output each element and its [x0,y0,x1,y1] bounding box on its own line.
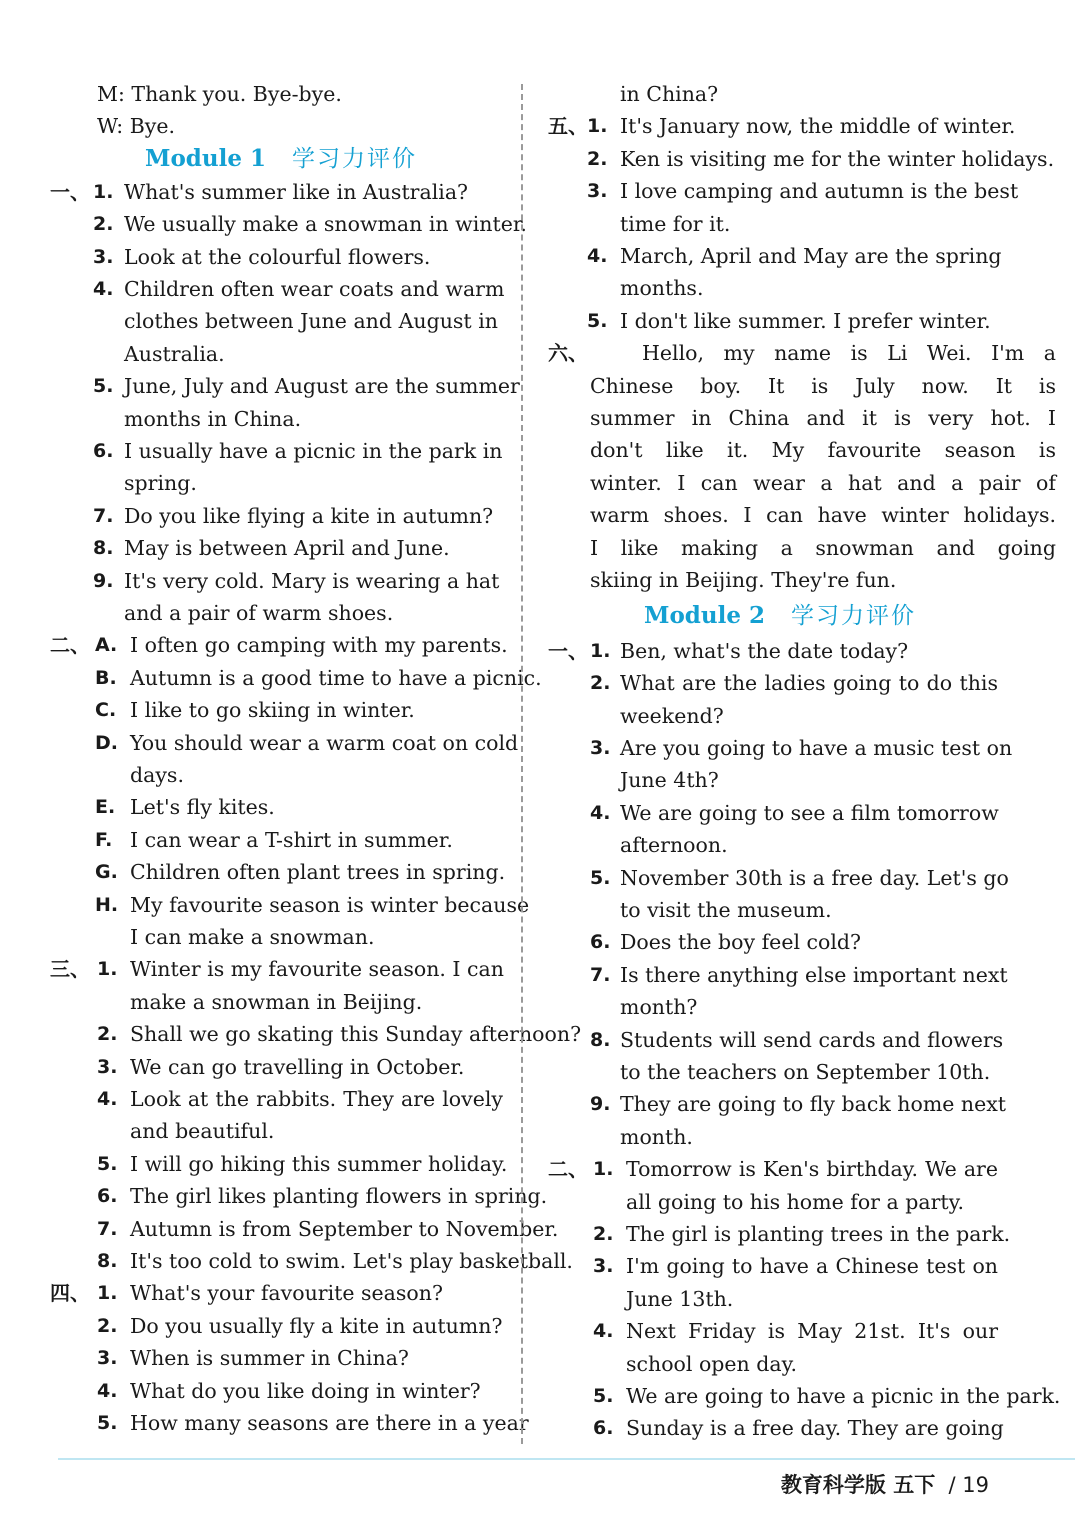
item-number: 5. [97,1411,118,1434]
footer-rule [58,1458,1075,1460]
item-number: 3. [93,245,114,268]
item-line: What are the ladies going to do this [620,671,998,696]
item-line: all going to his home for a party. [626,1189,964,1214]
item-line: spring. [124,471,197,496]
grade-label: 五下 [893,1473,936,1497]
module-2-heading [644,599,916,633]
item-line: I like to go skiing in winter. [130,698,415,723]
item-line: afternoon. [620,833,728,858]
item-number: 4. [97,1087,118,1110]
item-line: Does the boy feel cold? [620,930,862,955]
item-line: We usually make a snowman in winter. [124,212,527,237]
item-number: 6. [93,439,114,462]
item-line: months in China. [124,406,302,431]
item-line: and a pair of warm shoes. [124,600,394,625]
item-number: 1. [97,958,118,981]
item-line: Look at the colourful flowers. [124,244,431,269]
item-line: What's summer like in Australia? [124,179,469,204]
paragraph-line: Hello, my name is Li Wei. I'm a [642,341,1056,366]
section-label: 二、 [548,1157,588,1182]
item-line: I'm going to have a Chinese test on [626,1254,998,1279]
item-number: 2. [97,1314,118,1337]
item-number: 3. [97,1055,118,1078]
item-number: 1. [587,115,608,138]
item-line: Are you going to have a music test on [620,736,1013,760]
item-number: 1. [93,180,114,203]
item-line: Australia. [124,341,225,366]
item-line: Shall we go skating this Sunday afternoon? [130,1022,582,1047]
item-number: 7. [97,1217,118,1240]
paragraph-line: Chinese boy. It is July now. It is [590,373,1056,398]
item-number: 7. [93,504,114,527]
item-number: 3. [97,1347,118,1370]
item-number: 5. [593,1385,614,1407]
column-divider [521,84,523,1444]
item-line: When is summer in China? [130,1346,409,1371]
item-line: How many seasons are there in a year [130,1410,529,1435]
item-line: Children often plant trees in spring. [130,860,506,885]
item-line: months. [620,276,704,301]
item-line: in China? [620,82,719,106]
item-number: 3. [590,737,611,759]
item-number: 4. [593,1320,614,1343]
item-line: I will go hiking this summer holiday. [130,1151,508,1176]
item-line: and beautiful. [130,1119,275,1144]
item-line: to visit the museum. [620,898,832,922]
item-line: month? [620,995,698,1020]
item-line: Winter is my favourite season. I can [130,957,504,982]
item-line: It's too cold to swim. Let's play basketball. [130,1248,573,1273]
item-line: make a snowman in Beijing. [130,989,423,1014]
item-number: 4. [590,801,611,824]
item-line: I don't like summer. I prefer winter. [620,308,991,333]
item-line: school open day. [626,1351,797,1376]
section-label: 一、 [50,179,90,204]
paragraph-line: summer in China and it is very hot. I [590,406,1056,430]
item-line: Let's fly kites. [130,795,275,820]
section-label: 四、 [50,1281,90,1306]
item-number: F. [95,828,113,851]
item-number: 9. [93,569,114,592]
item-number: 3. [587,180,608,203]
item-line: Ben, what's the date today? [620,638,909,663]
item-line: Autumn is from September to November. [130,1216,559,1241]
item-number: 2. [593,1223,614,1245]
paragraph-line: warm shoes. I can have winter holidays. [590,503,1056,528]
module-title: 学习力评价 [791,603,916,630]
item-number: 1. [97,1282,118,1305]
item-line: clothes between June and August in [124,309,498,334]
item-line: days. [130,762,184,787]
item-line: Do you like flying a kite in autumn? [124,503,494,528]
item-line: Students will send cards and flowers [620,1027,1004,1052]
module-label: Module 1 [145,144,266,172]
item-line: Sunday is a free day. They are going [626,1416,1004,1441]
item-line: I usually have a picnic in the park in [124,438,503,463]
item-number: 3. [593,1255,614,1278]
item-number: C. [95,699,117,722]
item-number: G. [95,861,118,884]
item-line: The girl is planting trees in the park. [626,1222,1011,1246]
item-number: 8. [590,1028,611,1051]
item-line: to the teachers on September 10th. [620,1060,991,1084]
item-line: Autumn is a good time to have a picnic. [130,665,542,690]
item-line: They are going to fly back home next [620,1092,1007,1117]
item-number: 7. [590,963,611,986]
item-number: E. [95,796,116,819]
item-line: We are going to have a picnic in the park. [626,1384,1061,1408]
item-number: 5. [97,1152,118,1175]
item-number: 6. [97,1185,118,1208]
module-title: 学习力评价 [292,145,417,172]
item-number: 2. [587,147,608,170]
page-number: / 19 [948,1473,989,1497]
item-line: time for it. [620,211,731,236]
item-number: 8. [93,537,114,560]
item-line: May is between April and June. [124,536,450,561]
page-footer [781,1470,989,1500]
item-line: I often go camping with my parents. [130,633,508,658]
item-line: Next Friday is May 21st. It's our [626,1319,998,1344]
item-number: 5. [590,866,611,889]
item-number: 5. [587,309,608,332]
item-number: 1. [593,1158,614,1181]
section-label: 二、 [50,633,90,658]
paragraph-line: skiing in Beijing. They're fun. [590,568,897,592]
item-line: What do you like doing in winter? [130,1378,481,1403]
section-label: 三、 [50,957,90,982]
edition-label: 教育科学版 [780,1473,886,1497]
paragraph-line: winter. I can wear a hat and a pair of [590,470,1056,495]
item-number: 5. [93,375,114,398]
item-line: Is there anything else important next [620,962,1008,987]
paragraph-line: don't like it. My favourite season is [590,438,1056,463]
item-number: A. [95,634,118,657]
item-number: 4. [93,277,114,300]
item-line: month. [620,1124,693,1149]
item-line: weekend? [620,703,724,728]
item-line: June 4th? [620,768,719,793]
item-line: We are going to see a film tomorrow [620,800,999,825]
item-line: Ken is visiting me for the winter holidays. [620,146,1055,171]
item-line: November 30th is a free day. Let's go [620,865,1009,890]
item-number: 9. [590,1093,611,1116]
item-line: The girl likes planting flowers in spring. [130,1184,548,1209]
dialogue-line: M: Thank you. Bye-bye. [97,82,342,106]
section-label: 一、 [548,638,588,663]
module-1-heading [145,142,417,176]
item-number: B. [95,666,117,689]
item-line: June, July and August are the summer [124,374,520,399]
item-line: Children often wear coats and warm [124,276,505,301]
item-number: 2. [93,213,114,236]
item-line: Look at the rabbits. They are lovely [130,1086,503,1111]
item-number: 2. [97,1023,118,1046]
section-label: 五、 [548,114,588,139]
item-number: 2. [590,672,611,695]
item-line: My favourite season is winter because [130,892,530,917]
item-number: 1. [590,639,611,662]
item-line: June 13th. [626,1286,734,1311]
item-line: What's your favourite season? [130,1281,443,1306]
dialogue-line: W: Bye. [97,114,176,139]
item-line: You should wear a warm coat on cold [130,730,519,755]
item-line: Do you usually fly a kite in autumn? [130,1313,503,1338]
item-number: D. [95,731,118,754]
item-number: 6. [590,931,611,954]
item-line: We can go travelling in October. [130,1054,465,1079]
item-line: I can make a snowman. [130,924,375,949]
section-label: 六、 [548,341,588,366]
item-line: March, April and May are the spring [620,244,1002,268]
item-line: Tomorrow is Ken's birthday. We are [626,1157,998,1182]
item-number: 8. [97,1249,118,1272]
item-line: It's January now, the middle of winter. [620,114,1016,139]
item-number: 6. [593,1417,614,1440]
item-line: I can wear a T-shirt in summer. [130,827,453,852]
item-number: H. [95,893,119,916]
item-number: 4. [587,245,608,267]
module-label: Module 2 [644,602,765,630]
paragraph-line: I like making a snowman and going [590,535,1056,560]
item-line: It's very cold. Mary is wearing a hat [124,568,500,593]
item-line: I love camping and autumn is the best [620,179,1019,204]
item-number: 4. [97,1379,118,1402]
